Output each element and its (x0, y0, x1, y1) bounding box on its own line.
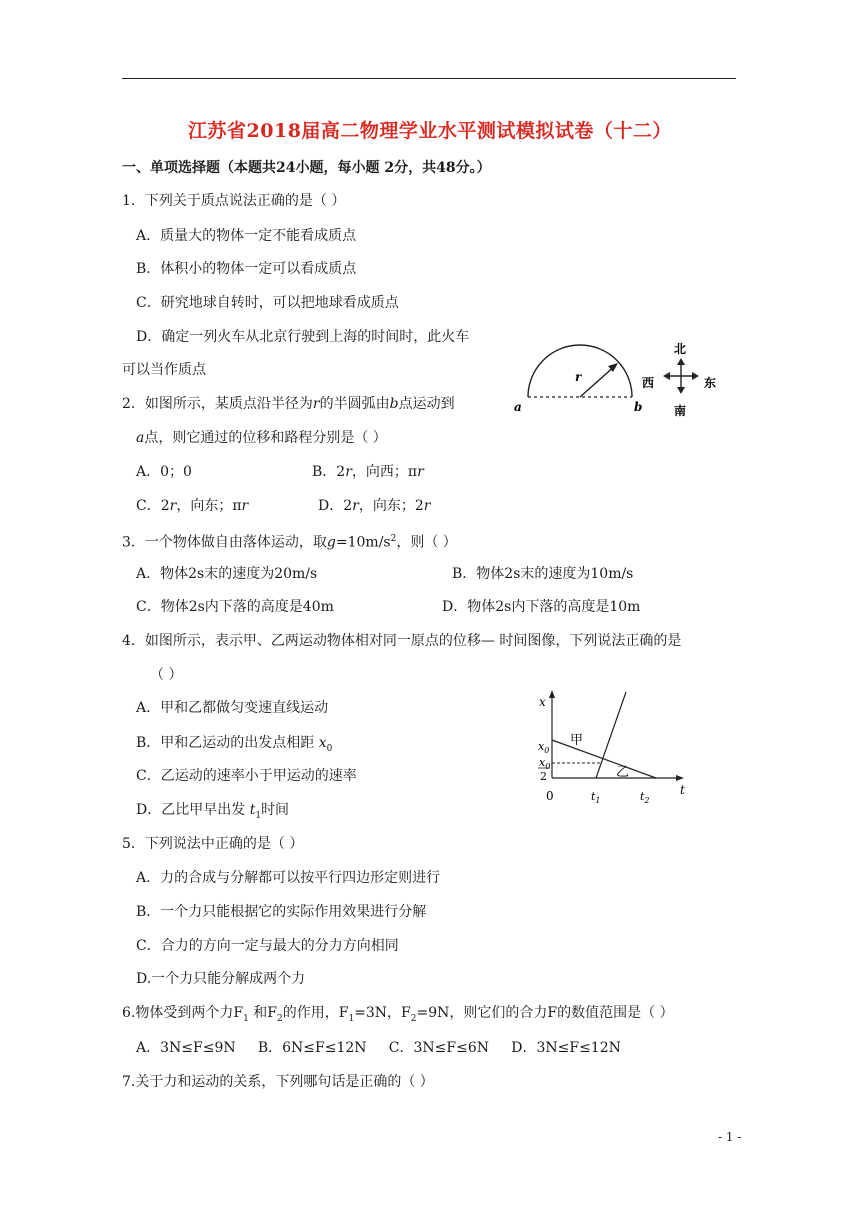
section-heading: 一、单项选择题（本题共24小题，每小题 2分，共48分。） (122, 160, 491, 176)
q3-option-b: B．物体2s末的速度为10m/s (452, 566, 634, 582)
t-axis-arrowhead (676, 775, 684, 781)
q4-option-d: D．乙比甲早出发 $t_1$时间 (136, 802, 290, 821)
semicircle-compass-figure (500, 335, 740, 425)
q3-option-c: C．物体2s内下落的高度是40m (136, 599, 334, 615)
graph-jia-label: 甲 (570, 733, 584, 748)
q5-option-a: A．力的合成与分解都可以按平行四边形定则进行 (136, 870, 441, 886)
point-b-label: b (634, 400, 643, 414)
q5-stem: 5．下列说法中正确的是（ ） (122, 836, 304, 852)
q4-stem-line1: 4．如图所示，表示甲、乙两运动物体相对同一原点的位移— 时间图像，下列说法正确的是 (122, 633, 682, 649)
q1-option-d: D．确定一列火车从北京行驶到上海的时间时，此火车 (136, 329, 470, 345)
q4-option-a: A．甲和乙都做匀变速直线运动 (136, 700, 329, 716)
page-title: 江苏省2018届高二物理学业水平测试模拟试卷（十二） (188, 120, 672, 142)
q2-option-a: A．0；0 (136, 464, 192, 480)
position-time-graph (530, 690, 700, 810)
q6-options: A．3N≤F≤9N B．6N≤F≤12N C．3N≤F≤6N D．3N≤F≤12N (136, 1040, 621, 1056)
south-arrow-icon (677, 387, 685, 394)
graph-half-numerator: $x_0$ (539, 756, 551, 771)
west-arrow-icon (663, 372, 670, 380)
east-arrow-icon (692, 372, 699, 380)
q3-stem: 3．一个物体做自由落体运动，取$g=10m/s^2$，则（ ） (122, 534, 457, 551)
q2-option-b: B．2r，向西；πr (312, 464, 424, 480)
q1-option-b: B．体积小的物体一定可以看成质点 (136, 261, 357, 277)
graph-t2-label: $t_2$ (640, 790, 650, 805)
header-rule (122, 78, 736, 79)
north-arrow-icon (677, 358, 685, 365)
radius-label: r (575, 370, 582, 384)
q4-option-c: C．乙运动的速率小于甲运动的速率 (136, 768, 357, 784)
q2-stem-line2: a点，则它通过的位移和路程分别是（ ） (136, 430, 387, 446)
page-number: - 1 - (718, 1130, 742, 1144)
graph-x-label: x (539, 695, 546, 709)
q5-option-d: D.一个力只能分解成两个力 (136, 971, 306, 987)
q5-option-b: B．一个力只能根据它的实际作用效果进行分解 (136, 904, 427, 920)
point-a-label: a (514, 400, 522, 414)
compass-south: 南 (674, 404, 687, 418)
q5-option-c: C．合力的方向一定与最大的分力方向相同 (136, 938, 399, 954)
q3-option-d: D．物体2s内下落的高度是10m (442, 599, 641, 615)
q4-stem-line2: （ ） (150, 667, 183, 683)
graph-x0-label: $x_0$ (538, 740, 550, 755)
graph-t-label: t (680, 783, 685, 797)
q2-option-d: D．2r，向东；2r (318, 498, 431, 514)
q1-option-a: A．质量大的物体一定不能看成质点 (136, 228, 357, 244)
compass-north: 北 (674, 342, 687, 356)
q1-option-c: C．研究地球自转时，可以把地球看成质点 (136, 295, 399, 311)
q1-option-d-cont: 可以当作质点 (122, 362, 206, 378)
compass-west: 西 (642, 376, 655, 390)
q4-option-b: B．甲和乙运动的出发点相距 $x_0$ (136, 735, 333, 754)
line-jia (552, 740, 656, 778)
graph-origin: 0 (546, 789, 554, 803)
graph-yi-label: 乙 (616, 765, 630, 780)
q7-stem: 7.关于力和运动的关系，下列哪句话是正确的（ ） (122, 1074, 434, 1090)
radius-line (580, 365, 616, 397)
x-axis-arrowhead (549, 690, 555, 698)
compass-east: 东 (704, 376, 717, 390)
q2-option-c: C．2r，向东；πr (136, 498, 249, 514)
q3-option-a: A．物体2s末的速度为20m/s (136, 566, 318, 582)
q1-stem: 1．下列关于质点说法正确的是（ ） (122, 193, 346, 209)
q2-stem-line1: 2．如图所示，某质点沿半径为r的半圆弧由b点运动到 (122, 396, 455, 412)
graph-half-denominator: 2 (540, 770, 547, 783)
graph-t1-label: $t_1$ (591, 790, 601, 805)
q6-stem: 6.物体受到两个力$F_1$ 和$F_2$的作用，$F_1=3N$，$F_2=9N$，则它们的合力F的数值范围是（ ） (122, 1005, 674, 1024)
